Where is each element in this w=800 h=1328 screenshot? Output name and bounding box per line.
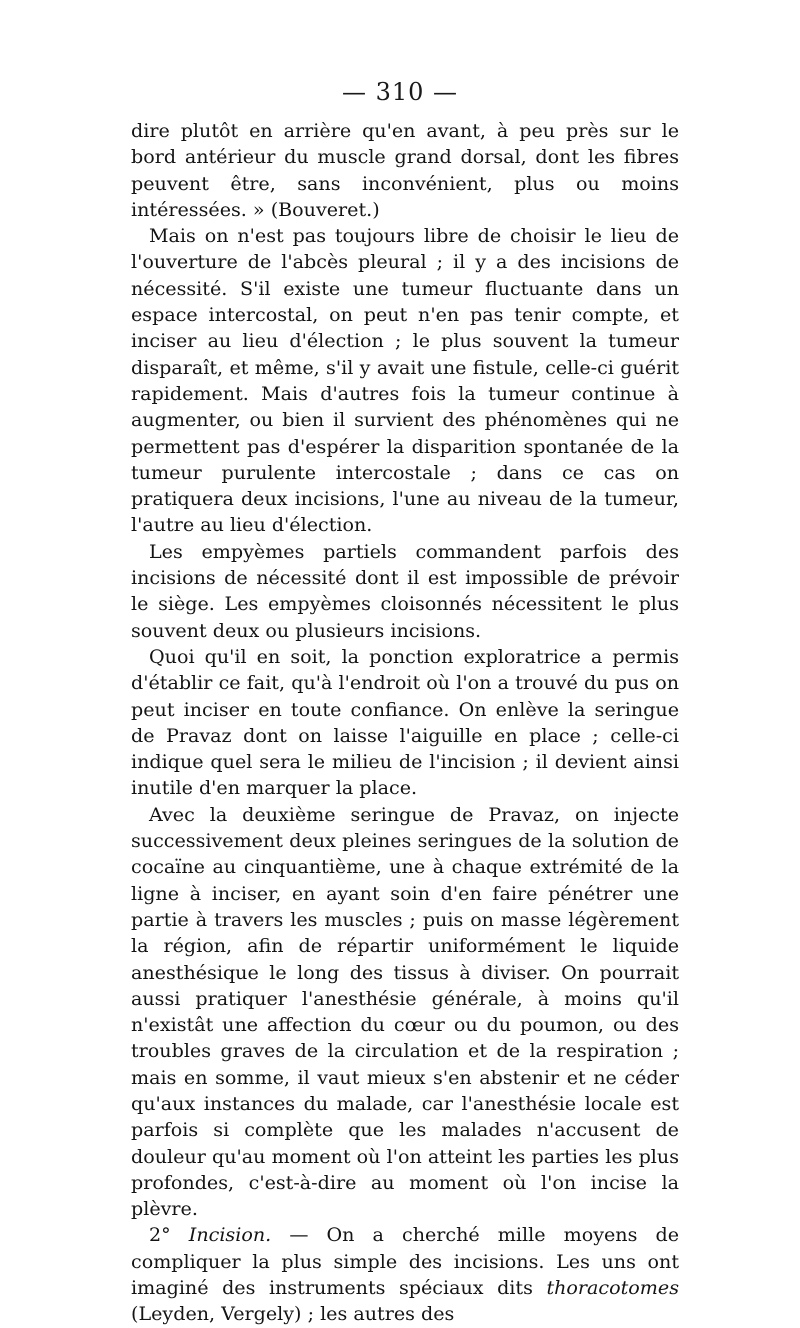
- body-text: [131, 118, 679, 1328]
- paragraph-empyemes-partiels: Les empyèmes partiels commandent parfois des incisions de nécessité dont il est impossible de prévoir le siège. Les empyèmes cloisonnés nécessitent le plus souvent deux ou plusieurs incisions.: [131, 539, 679, 642]
- paragraph-ponction-exploratrice: Quoi qu'il en soit, la ponction exploratrice a permis d'établir ce fait, qu'à l'endroit où l'on a trouvé du pus on peut inciser en toute confiance. On enlève la seringue de Pravaz dont on laisse l'aiguille en place ; celle-ci indique quel sera le milieu de l'incision ; il devient ainsi inutile d'en marquer la place.: [131, 644, 679, 800]
- page-number: — 310 —: [341, 78, 459, 106]
- section-text-after: (Leyden, Vergely) ; les autres des: [131, 1302, 455, 1326]
- italic-term: thoracotomes: [546, 1276, 679, 1300]
- section-heading: Incision.: [188, 1223, 272, 1247]
- paragraph-anesthesie: Avec la deuxième seringue de Pravaz, on injecte successivement deux pleines seringues de la solution de cocaïne au cinquantième, une à chaque extrémité de la ligne à inciser, en ayant soin d'en faire pénétrer une partie à travers les muscles ; puis on masse légèrement la région, afin de répartir uniformément le liquide anesthésique le long des tissus à diviser. On pourrait aussi pratiquer l'anesthésie générale, à moins qu'il n'existât une affection du cœur ou du poumon, ou des troubles graves de la circulation et de la respiration ; mais en somme, il vaut mieux s'en abstenir et ne céder qu'aux instances du malade, car l'anesthésie locale est parfois si complète que les malades n'accusent de douleur qu'au moment où l'on atteint les parties les plus profondes, c'est-à-dire au moment où l'on incise la plèvre.: [131, 802, 679, 1221]
- paragraph-continuation: dire plutôt en arrière qu'en avant, à peu près sur le bord antérieur du muscle grand dorsal, dont les fibres peuvent être, sans inconvénient, plus ou moins intéressées. » (Bouveret.): [131, 119, 679, 221]
- section-number: 2°: [149, 1223, 171, 1247]
- paragraph-incision: [131, 1222, 679, 1327]
- paragraph-incisions-necessite: Mais on n'est pas toujours libre de choisir le lieu de l'ouverture de l'abcès pleural ; il y a des incisions de nécessité. S'il existe une tumeur fluctuante dans un espace intercostal, on peut n'en pas tenir compte, et inciser au lieu d'élection ; le plus souvent la tumeur disparaît, et même, s'il y avait une fistule, celle-ci guérit rapidement. Mais d'autres fois la tumeur continue à augmenter, ou bien il survient des phénomènes qui ne permettent pas d'espérer la disparition spontanée de la tumeur purulente intercostale ; dans ce cas on pratiquera deux incisions, l'une au niveau de la tumeur, l'autre au lieu d'élection.: [131, 224, 679, 537]
- section-text: — On a cherché mille moyens de compliquer la plus simple des incisions. Les uns ont imaginé des instruments spéciaux dits: [131, 1223, 679, 1300]
